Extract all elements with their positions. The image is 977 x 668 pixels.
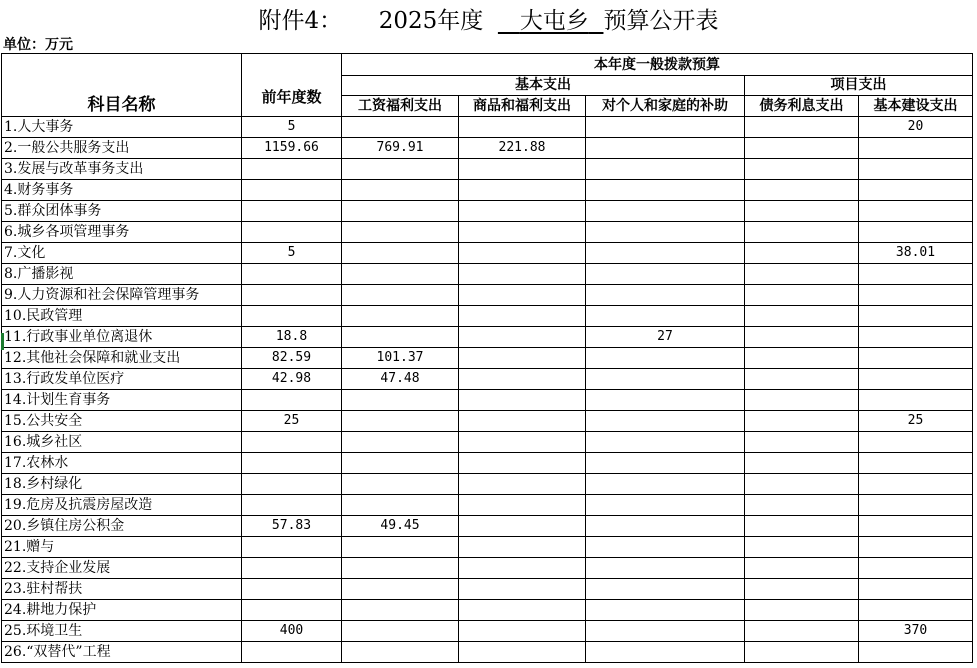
cell-subject-name[interactable]: 26.“双替代”工程 <box>2 642 242 663</box>
cell-prev-year[interactable] <box>242 180 342 201</box>
cell-capital-construction[interactable] <box>859 327 973 348</box>
table-row <box>2 117 973 138</box>
table-row <box>2 243 973 264</box>
cell-capital-construction[interactable] <box>859 222 973 243</box>
header-capital-construction-text: 基本建设支出 <box>873 98 958 114</box>
cell-wages[interactable] <box>342 642 459 663</box>
cell-wages[interactable]: 49.45 <box>342 516 459 537</box>
cell-subject-name[interactable]: 2.一般公共服务支出 <box>2 138 242 159</box>
cell-goods-services[interactable] <box>459 537 586 558</box>
cell-subsidies[interactable] <box>586 642 745 663</box>
cell-debt-interest[interactable] <box>745 222 859 243</box>
cell-wages[interactable] <box>342 180 459 201</box>
header-wages-text: 工资福利支出 <box>358 98 442 114</box>
cell-wages[interactable] <box>342 411 459 432</box>
cell-prev-year[interactable] <box>242 579 342 600</box>
table-row <box>2 600 973 621</box>
cell-goods-services[interactable] <box>459 474 586 495</box>
unit-label: 单位：万元 <box>3 37 73 53</box>
cell-debt-interest[interactable] <box>745 138 859 159</box>
cell-capital-construction[interactable] <box>859 453 973 474</box>
cell-goods-services[interactable] <box>459 390 586 411</box>
cell-debt-interest[interactable] <box>745 243 859 264</box>
table-row <box>2 411 973 432</box>
cell-subsidies[interactable] <box>586 579 745 600</box>
cell-prev-year[interactable]: 18.8 <box>242 327 342 348</box>
cell-capital-construction[interactable] <box>859 474 973 495</box>
cell-prev-year[interactable]: 5 <box>242 243 342 264</box>
cell-subject-name[interactable]: 21.赠与 <box>2 537 242 558</box>
cell-wages[interactable] <box>342 243 459 264</box>
cell-goods-services[interactable] <box>459 222 586 243</box>
cell-subsidies[interactable]: 27 <box>586 327 745 348</box>
table-row <box>2 579 973 600</box>
cell-subsidies[interactable] <box>586 138 745 159</box>
cell-debt-interest[interactable] <box>745 348 859 369</box>
cell-subject-name[interactable]: 18.乡村绿化 <box>2 474 242 495</box>
cell-debt-interest[interactable] <box>745 159 859 180</box>
cell-debt-interest[interactable] <box>745 306 859 327</box>
header-prev-year-text: 前年度数 <box>261 88 322 106</box>
cell-capital-construction[interactable]: 25 <box>859 411 973 432</box>
cell-subsidies[interactable] <box>586 621 745 642</box>
cell-goods-services[interactable] <box>459 369 586 390</box>
cell-goods-services[interactable] <box>459 621 586 642</box>
cell-goods-services[interactable] <box>459 180 586 201</box>
header-basic-expense[interactable] <box>342 76 745 96</box>
cell-goods-services[interactable] <box>459 516 586 537</box>
table-row <box>2 306 973 327</box>
cell-goods-services[interactable] <box>459 495 586 516</box>
cell-capital-construction[interactable] <box>859 138 973 159</box>
title-suffix: 预算公开表 <box>603 7 719 34</box>
cell-wages[interactable] <box>342 117 459 138</box>
cell-debt-interest[interactable] <box>745 390 859 411</box>
cell-prev-year[interactable]: 1159.66 <box>242 138 342 159</box>
cell-goods-services[interactable] <box>459 285 586 306</box>
table-row <box>2 159 973 180</box>
cell-capital-construction[interactable]: 20 <box>859 117 973 138</box>
cell-wages[interactable]: 101.37 <box>342 348 459 369</box>
cell-subsidies[interactable] <box>586 390 745 411</box>
cell-prev-year[interactable] <box>242 453 342 474</box>
title-township: 大屯乡 <box>519 7 589 34</box>
cell-prev-year[interactable] <box>242 201 342 222</box>
cell-debt-interest[interactable] <box>745 264 859 285</box>
cell-capital-construction[interactable] <box>859 642 973 663</box>
header-debt-interest[interactable] <box>745 96 859 117</box>
cell-debt-interest[interactable] <box>745 369 859 390</box>
cell-subsidies[interactable] <box>586 537 745 558</box>
table-row <box>2 516 973 537</box>
cell-wages[interactable] <box>342 621 459 642</box>
header-subject-name-text: 科目名称 <box>87 95 156 115</box>
cell-subsidies[interactable] <box>586 411 745 432</box>
cell-debt-interest[interactable] <box>745 642 859 663</box>
cell-debt-interest[interactable] <box>745 285 859 306</box>
cell-subsidies[interactable] <box>586 558 745 579</box>
cell-debt-interest[interactable] <box>745 516 859 537</box>
cell-subsidies[interactable] <box>586 495 745 516</box>
cell-capital-construction[interactable] <box>859 432 973 453</box>
title-year: 2025年度 <box>378 7 484 34</box>
header-goods-services-text: 商品和福利支出 <box>473 98 571 114</box>
cell-capital-construction[interactable] <box>859 180 973 201</box>
cell-subject-name[interactable]: 25.环境卫生 <box>2 621 242 642</box>
cell-wages[interactable] <box>342 222 459 243</box>
header-goods-services[interactable] <box>459 96 586 117</box>
cell-debt-interest[interactable] <box>745 432 859 453</box>
header-project-expense[interactable] <box>745 76 973 96</box>
cell-wages[interactable] <box>342 159 459 180</box>
cell-prev-year[interactable]: 400 <box>242 621 342 642</box>
header-subject-name[interactable] <box>2 54 242 117</box>
cell-goods-services[interactable] <box>459 117 586 138</box>
cell-prev-year[interactable]: 5 <box>242 117 342 138</box>
cell-wages[interactable] <box>342 537 459 558</box>
cell-subject-name[interactable]: 16.城乡社区 <box>2 432 242 453</box>
cell-goods-services[interactable] <box>459 432 586 453</box>
cell-prev-year[interactable]: 25 <box>242 411 342 432</box>
cell-wages[interactable]: 769.91 <box>342 138 459 159</box>
cell-subject-name[interactable]: 5.群众团体事务 <box>2 201 242 222</box>
header-capital-construction[interactable] <box>859 96 973 117</box>
cell-wages[interactable] <box>342 600 459 621</box>
cell-goods-services[interactable] <box>459 243 586 264</box>
cell-capital-construction[interactable] <box>859 537 973 558</box>
cell-debt-interest[interactable] <box>745 117 859 138</box>
cell-wages[interactable] <box>342 579 459 600</box>
cell-capital-construction[interactable] <box>859 558 973 579</box>
cell-subject-name[interactable]: 24.耕地力保护 <box>2 600 242 621</box>
cell-subject-name[interactable]: 11.行政事业单位离退休 <box>2 327 242 348</box>
table-row <box>2 621 973 642</box>
cell-subsidies[interactable] <box>586 222 745 243</box>
cell-wages[interactable] <box>342 306 459 327</box>
header-general-budget-text: 本年度一般拨款预算 <box>594 57 720 73</box>
cell-subject-name[interactable]: 23.驻村帮扶 <box>2 579 242 600</box>
active-cell-marker <box>1 333 4 350</box>
cell-subsidies[interactable] <box>586 201 745 222</box>
cell-capital-construction[interactable] <box>859 369 973 390</box>
table-row <box>2 369 973 390</box>
table-body <box>2 117 973 663</box>
cell-capital-construction[interactable] <box>859 348 973 369</box>
cell-prev-year[interactable] <box>242 642 342 663</box>
cell-subsidies[interactable] <box>586 159 745 180</box>
cell-prev-year[interactable] <box>242 390 342 411</box>
table-row <box>2 432 973 453</box>
cell-subsidies[interactable] <box>586 516 745 537</box>
table-row <box>2 474 973 495</box>
cell-goods-services[interactable] <box>459 327 586 348</box>
header-prev-year[interactable] <box>242 54 342 117</box>
cell-capital-construction[interactable] <box>859 390 973 411</box>
cell-subject-name[interactable]: 9.人力资源和社会保障管理事务 <box>2 285 242 306</box>
cell-prev-year[interactable] <box>242 432 342 453</box>
table-row <box>2 222 973 243</box>
table-row <box>2 264 973 285</box>
cell-wages[interactable] <box>342 201 459 222</box>
table-row <box>2 180 973 201</box>
cell-subject-name[interactable]: 20.乡镇住房公积金 <box>2 516 242 537</box>
cell-wages[interactable] <box>342 327 459 348</box>
cell-prev-year[interactable] <box>242 222 342 243</box>
cell-wages[interactable] <box>342 453 459 474</box>
cell-subsidies[interactable] <box>586 264 745 285</box>
cell-goods-services[interactable]: 221.88 <box>459 138 586 159</box>
cell-subsidies[interactable] <box>586 180 745 201</box>
cell-subject-name[interactable]: 1.人大事务 <box>2 117 242 138</box>
cell-debt-interest[interactable] <box>745 537 859 558</box>
cell-prev-year[interactable] <box>242 600 342 621</box>
cell-subsidies[interactable] <box>586 600 745 621</box>
header-debt-interest-text: 债务利息支出 <box>759 98 844 114</box>
cell-capital-construction[interactable] <box>859 264 973 285</box>
cell-subsidies[interactable] <box>586 285 745 306</box>
cell-wages[interactable] <box>342 558 459 579</box>
cell-debt-interest[interactable] <box>745 201 859 222</box>
table-row <box>2 453 973 474</box>
cell-debt-interest[interactable] <box>745 474 859 495</box>
cell-subsidies[interactable] <box>586 243 745 264</box>
cell-prev-year[interactable] <box>242 537 342 558</box>
cell-capital-construction[interactable]: 370 <box>859 621 973 642</box>
table-row <box>2 327 973 348</box>
cell-subsidies[interactable] <box>586 117 745 138</box>
cell-wages[interactable] <box>342 495 459 516</box>
cell-subject-name[interactable]: 12.其他社会保障和就业支出 <box>2 348 242 369</box>
cell-prev-year[interactable] <box>242 159 342 180</box>
title-prefix: 附件4： <box>258 7 343 34</box>
cell-debt-interest[interactable] <box>745 327 859 348</box>
cell-subsidies[interactable] <box>586 453 745 474</box>
cell-debt-interest[interactable] <box>745 558 859 579</box>
cell-capital-construction[interactable] <box>859 285 973 306</box>
cell-subject-name[interactable]: 6.城乡各项管理事务 <box>2 222 242 243</box>
cell-subject-name[interactable]: 13.行政发单位医疗 <box>2 369 242 390</box>
cell-goods-services[interactable] <box>459 579 586 600</box>
cell-goods-services[interactable] <box>459 159 586 180</box>
cell-goods-services[interactable] <box>459 264 586 285</box>
cell-debt-interest[interactable] <box>745 600 859 621</box>
cell-prev-year[interactable] <box>242 558 342 579</box>
cell-prev-year[interactable] <box>242 495 342 516</box>
cell-subsidies[interactable] <box>586 369 745 390</box>
cell-subsidies[interactable] <box>586 474 745 495</box>
cell-subject-name[interactable]: 22.支持企业发展 <box>2 558 242 579</box>
cell-debt-interest[interactable] <box>745 621 859 642</box>
cell-wages[interactable] <box>342 264 459 285</box>
cell-prev-year[interactable]: 82.59 <box>242 348 342 369</box>
cell-prev-year[interactable] <box>242 264 342 285</box>
cell-goods-services[interactable] <box>459 306 586 327</box>
sheet-title <box>2 0 975 36</box>
table-row <box>2 348 973 369</box>
cell-capital-construction[interactable] <box>859 600 973 621</box>
cell-capital-construction[interactable] <box>859 579 973 600</box>
table-row <box>2 201 973 222</box>
cell-capital-construction[interactable] <box>859 516 973 537</box>
header-project-expense-text: 项目支出 <box>830 77 887 93</box>
cell-subsidies[interactable] <box>586 432 745 453</box>
cell-wages[interactable] <box>342 474 459 495</box>
cell-subject-name[interactable]: 17.农林水 <box>2 453 242 474</box>
table-row <box>2 390 973 411</box>
cell-capital-construction[interactable] <box>859 306 973 327</box>
header-subsidies[interactable] <box>586 96 745 117</box>
cell-debt-interest[interactable] <box>745 579 859 600</box>
cell-debt-interest[interactable] <box>745 453 859 474</box>
cell-prev-year[interactable] <box>242 306 342 327</box>
cell-debt-interest[interactable] <box>745 495 859 516</box>
cell-subject-name[interactable]: 7.文化 <box>2 243 242 264</box>
header-wages[interactable] <box>342 96 459 117</box>
cell-subject-name[interactable]: 8.广播影视 <box>2 264 242 285</box>
cell-goods-services[interactable] <box>459 558 586 579</box>
cell-prev-year[interactable]: 57.83 <box>242 516 342 537</box>
cell-subject-name[interactable]: 19.危房及抗震房屋改造 <box>2 495 242 516</box>
cell-prev-year[interactable]: 42.98 <box>242 369 342 390</box>
cell-goods-services[interactable] <box>459 348 586 369</box>
cell-goods-services[interactable] <box>459 600 586 621</box>
cell-capital-construction[interactable] <box>859 201 973 222</box>
header-basic-expense-text: 基本支出 <box>515 77 571 93</box>
cell-wages[interactable]: 47.48 <box>342 369 459 390</box>
header-general-budget[interactable] <box>342 54 973 76</box>
cell-debt-interest[interactable] <box>745 180 859 201</box>
cell-subject-name[interactable]: 10.民政管理 <box>2 306 242 327</box>
table-row <box>2 558 973 579</box>
table-row <box>2 495 973 516</box>
cell-subject-name[interactable]: 4.财务事务 <box>2 180 242 201</box>
budget-table <box>1 53 973 663</box>
cell-goods-services[interactable] <box>459 201 586 222</box>
cell-prev-year[interactable] <box>242 285 342 306</box>
cell-wages[interactable] <box>342 390 459 411</box>
cell-capital-construction[interactable] <box>859 495 973 516</box>
cell-prev-year[interactable] <box>242 474 342 495</box>
table-row <box>2 642 973 663</box>
cell-wages[interactable] <box>342 432 459 453</box>
cell-subject-name[interactable]: 14.计划生育事务 <box>2 390 242 411</box>
cell-capital-construction[interactable]: 38.01 <box>859 243 973 264</box>
table-row <box>2 138 973 159</box>
cell-subject-name[interactable]: 3.发展与改革事务支出 <box>2 159 242 180</box>
cell-subsidies[interactable] <box>586 306 745 327</box>
cell-wages[interactable] <box>342 285 459 306</box>
header-subsidies-text: 对个人和家庭的补助 <box>602 98 728 114</box>
cell-goods-services[interactable] <box>459 411 586 432</box>
cell-subject-name[interactable]: 15.公共安全 <box>2 411 242 432</box>
cell-subsidies[interactable] <box>586 348 745 369</box>
table-row <box>2 285 973 306</box>
table-row <box>2 537 973 558</box>
cell-goods-services[interactable] <box>459 453 586 474</box>
cell-goods-services[interactable] <box>459 642 586 663</box>
cell-debt-interest[interactable] <box>745 411 859 432</box>
cell-capital-construction[interactable] <box>859 159 973 180</box>
